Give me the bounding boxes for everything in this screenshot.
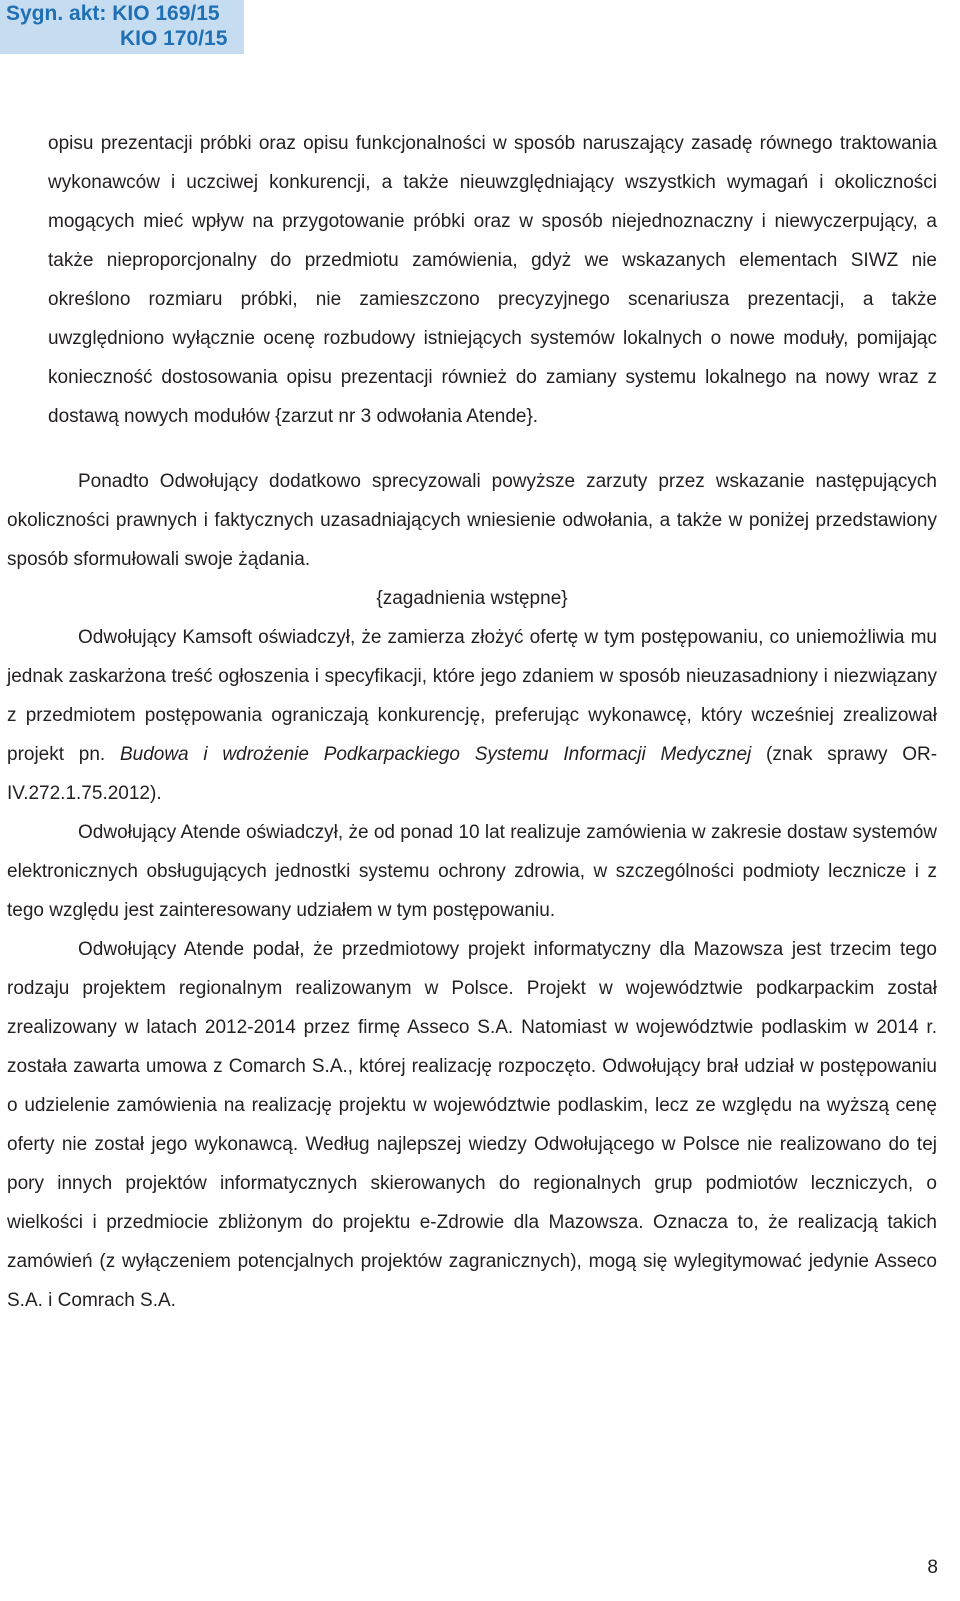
case-reference-header [0, 0, 244, 54]
project-name-italic: Budowa i wdrożenie Podkarpackiego Systemu Informacji Medycznej [119, 744, 752, 765]
kamsoft-statement-text: Odwołujący Kamsoft oświadczył, że zamierza złożyć ofertę w tym postępowaniu, co uniemożliwia mu jednak zaskarżona treść ogłoszenia i specyfikacji, które jego zdaniem w sposób nieuzasadniony i niezwiązany z przedmiotem postępowania ograniczają konkurencję, preferując wykonawcę, który wcześniej zrealizował projekt pn. [7, 627, 937, 765]
section-heading: {zagadnienia wstępne} [376, 588, 568, 609]
paragraph-additional-specification: Ponadto Odwołujący dodatkowo sprecyzowali powyższe zarzuty przez wskazanie następujących okoliczności prawnych i faktycznych uzasadniających wniesienie odwołania, a także w poniżej przedstawiony sposób sformułowali swoje żądania. [7, 471, 937, 570]
document-body [7, 124, 937, 1320]
page-number: 8 [927, 1557, 938, 1578]
paragraph-atende-statement: Odwołujący Atende oświadczył, że od ponad 10 lat realizuje zamówienia w zakresie dostaw systemów elektronicznych obsługujących jednostki systemu ochrony zdrowia, w szczególności podmioty lecznicze i z tego względu jest zainteresowany udziałem w tym postępowaniu. [7, 822, 937, 921]
case-number-line-2: KIO 170/15 [120, 27, 228, 50]
paragraph-kamsoft-statement [7, 618, 937, 813]
case-number-line-1: Sygn. akt: KIO 169/15 [6, 2, 220, 25]
kamsoft-statement-end: (znak sprawy OR-IV.272.1.75.2012). [7, 744, 938, 804]
paragraph-complaint-3: opisu prezentacji próbki oraz opisu funkcjonalności w sposób naruszający zasadę równego traktowania wykonawców i uczciwej konkurencji, a także nieuwzględniający wszystkich wymagań i okoliczności mogących mieć wpływ na przygotowanie próbki oraz w sposób niejednoznaczny i niewyczerpujący, a także nieproporcjonalny do przedmiotu zamówienia, gdyż we wskazanych elementach SIWZ nie określono rozmiaru próbki, nie zamieszczono precyzyjnego scenariusza prezentacji, a także uwzględniono wyłącznie ocenę rozbudowy istniejących systemów lokalnych o nowe moduły, pomijając konieczność dostosowania opisu prezentacji również do zamiany systemu lokalnego na nowy wraz z dostawą nowych modułów {zarzut nr 3 odwołania Atende}. [48, 133, 937, 427]
paragraph-atende-project: Odwołujący Atende podał, że przedmiotowy projekt informatyczny dla Mazowsza jest trzecim tego rodzaju projektem regionalnym realizowanym w Polsce. Projekt w województwie podkarpackim został zrealizowany w latach 2012-2014 przez firmę Asseco S.A. Natomiast w województwie podlaskim w 2014 r. została zawarta umowa z Comarch S.A., której realizację rozpoczęto. Odwołujący brał udział w postępowaniu o udzielenie zamówienia na realizację projektu w województwie podlaskim, lecz ze względu na wyższą cenę oferty nie został jego wykonawcą. Według najlepszej wiedzy Odwołującego w Polsce nie realizowano do tej pory innych projektów informatycznych skierowanych do regionalnych grup podmiotów leczniczych, o wielkości i przedmiocie zbliżonym do projektu e-Zdrowie dla Mazowsza. Oznacza to, że realizacją takich zamówień (z wyłączeniem potencjalnych projektów zagranicznych), mogą się wylegitymować jedynie Asseco S.A. i Comrach S.A. [7, 939, 937, 1311]
